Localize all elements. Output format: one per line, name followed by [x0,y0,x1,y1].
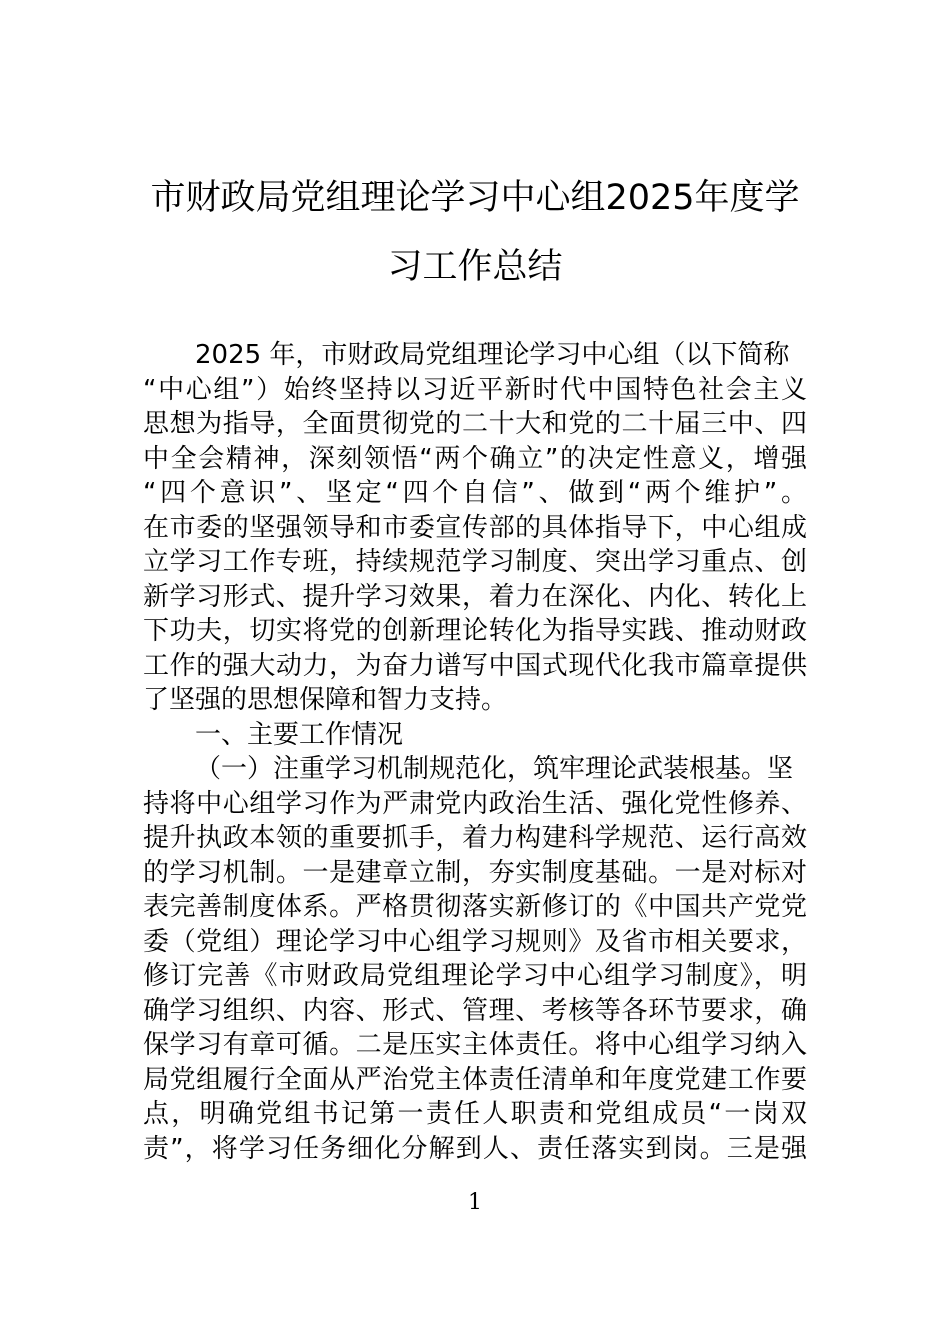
body-line: 工作的强大动力，为奋力谱写中国式现代化我市篇章提供 [143,650,807,681]
body-line: 了坚强的思想保障和智力支持。 [143,685,508,715]
body-line: 委（党组）理论学习中心组学习规则》及省市相关要求， [143,926,807,957]
body-line: （一）注重学习机制规范化，筑牢理论武装根基。坚 [195,754,794,784]
body-line: 持将中心组学习作为严肃党内政治生活、强化党性修养、 [143,788,807,819]
body-line: 下功夫，切实将党的创新理论转化为指导实践、推动财政 [143,616,807,646]
body-line: 的学习机制。一是建章立制，夯实制度基础。一是对标对 [143,857,807,888]
body-line: “中心组”）始终坚持以习近平新时代中国特色社会主义 [143,374,807,405]
body-line: 修订完善《市财政局党组理论学习中心组学习制度》，明 [143,961,807,991]
body-line: 思想为指导，全面贯彻党的二十大和党的二十届三中、四 [143,409,807,439]
section-heading: 一、主要工作情况 [195,719,404,750]
body-line: 局党组履行全面从严治党主体责任清单和年度党建工作要 [143,1064,807,1095]
document-title-line-2: 习工作总结 [387,247,563,287]
document-title-line-1: 市财政局党组理论学习中心组2025年度学 [150,178,800,218]
page-number: 1 [468,1190,482,1215]
body-line: 中全会精神，深刻领悟“两个确立”的决定性意义，增强 [143,443,807,474]
body-line: 保学习有章可循。二是压实主体责任。将中心组学习纳入 [143,1030,807,1060]
body-line: 表完善制度体系。严格贯彻落实新修订的《中国共产党党 [143,892,807,922]
body-line: 确学习组织、内容、形式、管理、考核等各环节要求，确 [143,995,807,1026]
body-line: 在市委的坚强领导和市委宣传部的具体指导下，中心组成 [143,512,807,543]
document-body [143,338,807,1166]
body-line: 立学习工作专班，持续规范学习制度、突出学习重点、创 [143,547,807,577]
body-line: 提升执政本领的重要抓手，着力构建科学规范、运行高效 [143,823,807,853]
body-line: 点，明确党组书记第一责任人职责和党组成员“一岗双 [143,1099,807,1129]
body-line: 2025 年，市财政局党组理论学习中心组（以下简称 [195,340,790,370]
body-line: “四个意识”、坚定“四个自信”、做到“两个维护”。 [143,478,807,508]
body-line: 责”，将学习任务细化分解到人、责任落实到岗。三是强 [143,1133,807,1164]
body-line: 新学习形式、提升学习效果，着力在深化、内化、转化上 [143,581,807,612]
